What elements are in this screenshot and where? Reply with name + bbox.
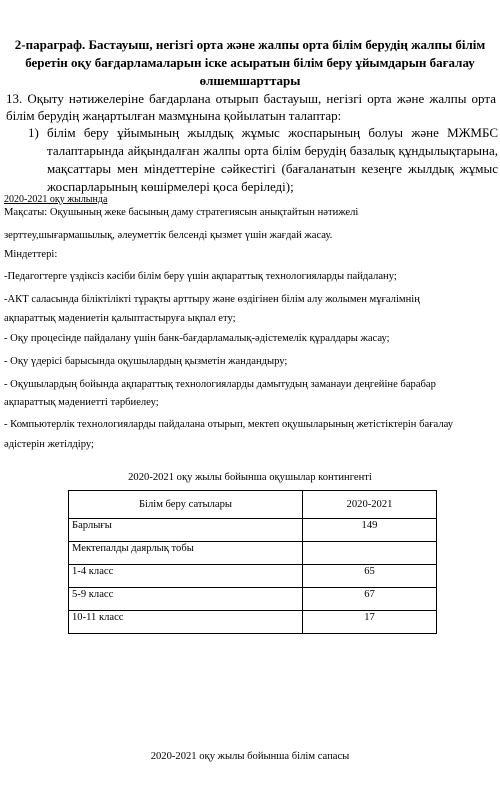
table-row [69, 611, 437, 634]
section-heading: 2-параграф. Бастауыш, негізгі орта және жалпы орта білім берудің жалпы білім беретін оқу бағдарламаларын іске асыратын білім беру ұйымдарын бағалау өлшемшарттары [14, 37, 486, 88]
year-label: 2020-2021 оқу жылында [4, 194, 108, 205]
text-line: зерттеу,шығармашылық, әлеуметтік белсенді қызмет үшін жағдай жасау. [4, 230, 333, 241]
text-line: ақпараттық мәдениетті тәрбиелеу; [4, 397, 159, 408]
text-line: Мақсаты: Оқушының жеке басының даму стратегиясын анықтайтын нәтижелі [4, 207, 359, 218]
table-cell: 17 [303, 611, 437, 634]
text-line: - Оқу үдерісі барысында оқушылардың қызметін жандандыру; [4, 356, 288, 367]
text-line: -Педагогтерге үздіксіз кәсіби білім беру үшін ақпараттық технологияларды пайдалану; [4, 271, 397, 282]
table-cell: 149 [303, 519, 437, 542]
table-cell: 10-11 класс [69, 611, 303, 634]
table-row [69, 519, 437, 542]
list-item-1 [28, 124, 498, 196]
table-header-row [69, 491, 437, 519]
text-line: ақпараттық мәдениетін қалыптастыруға ықпал ету; [4, 313, 236, 324]
text-line: әдістерін жетілдіру; [4, 439, 94, 450]
table-header-cell: Білім беру сатылары [69, 491, 303, 519]
text-line: - Компьютерлік технологияларды пайдалана отырып, мектеп оқушыларының жетістіктерін бағалау [4, 419, 454, 430]
table-cell: Мектепалды даярлық тобы [69, 542, 303, 565]
text-line: - Оқушылардың бойында ақпараттық технологияларды дамытудың заманауи деңгейіне барабар [4, 379, 436, 390]
table-cell [303, 542, 437, 565]
paragraph-13: 13. Оқыту нәтижелеріне бағдарлана отырып бастауыш, негізгі орта және жалпы орта білім берудің жаңартылған мазмұнына қойылатын талаптар: [6, 91, 496, 123]
table-row [69, 588, 437, 611]
table-title: 2020-2021 оқу жылы бойынша оқушылар контингенті [128, 472, 372, 483]
list-item-number: 1) [28, 125, 39, 140]
contingent-table [68, 490, 437, 634]
text-line: Міндеттері: [4, 249, 58, 260]
quality-section-title: 2020-2021 оқу жылы бойынша білім сапасы [150, 751, 350, 762]
table-cell: 1-4 класс [69, 565, 303, 588]
table-row [69, 542, 437, 565]
table-header-cell: 2020-2021 [303, 491, 437, 519]
table-cell: 5-9 класс [69, 588, 303, 611]
list-item-text: білім беру ұйымының жылдық жұмыс жоспарының болуы және МЖМБС талаптарында айқындалған жалпы орта білім берудің базалық құндылықтарына, мақсаттары мен міндеттеріне сәйкестігі (бағаланатын кезеңге жылдық жұмыс жоспарларының көшірмелері қоса беріледі); [47, 125, 498, 194]
text-line: - Оқу процесінде пайдалану үшін банк-бағдарламалық-әдістемелік құралдары жасау; [4, 333, 390, 344]
table-cell: 65 [303, 565, 437, 588]
table-row [69, 565, 437, 588]
table-cell: 67 [303, 588, 437, 611]
text-line: -АКТ саласында біліктілікті тұрақты арттыру және өздігінен білім алу жолымен мұғалімнің [4, 294, 420, 305]
table-cell: Барлығы [69, 519, 303, 542]
